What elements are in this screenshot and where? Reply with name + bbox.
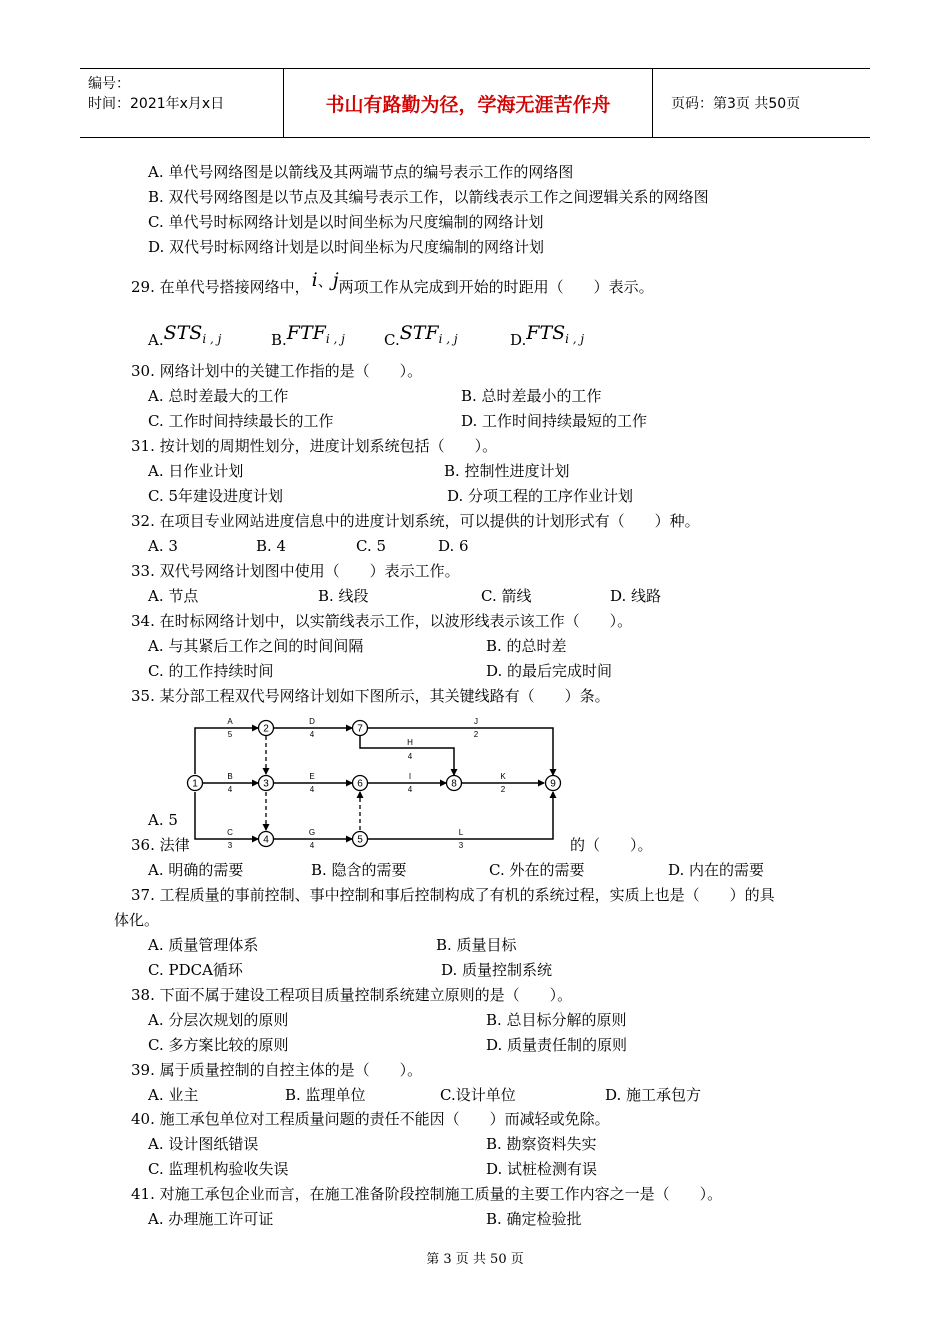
activity-name: D [309, 717, 315, 726]
option-symbol: FTS [526, 322, 566, 344]
activity-name: G [308, 828, 316, 837]
text-line: B. 监理单位 [285, 1086, 366, 1104]
activity-duration: 2 [500, 785, 506, 794]
text-line: 30. 网络计划中的关键工作指的是（ ）。 [131, 362, 423, 380]
activity-duration: 2 [473, 730, 479, 739]
text-line: C. 的工作持续时间 [148, 662, 274, 680]
text-line: A. 节点 [148, 587, 199, 605]
activity-duration: 4 [227, 785, 233, 794]
header-page-info [663, 69, 870, 137]
option-label: C. [384, 331, 400, 349]
text-line: D. 双代号时标网络计划是以时间坐标为尺度编制的网络计划 [148, 238, 545, 256]
text-line: 31. 按计划的周期性划分，进度计划系统包括（ ）。 [131, 437, 498, 455]
q29-option [148, 320, 221, 353]
text-line: A. 与其紧后工作之间的时间间隔 [148, 637, 364, 655]
activity-name: B [227, 772, 233, 781]
activity-name: H [407, 738, 413, 747]
question-29 [131, 269, 654, 297]
text-line: A. 日作业计划 [148, 462, 244, 480]
option-label: B. [271, 331, 287, 349]
text-line: B. 的总时差 [486, 637, 567, 655]
option-label: D. [510, 331, 527, 349]
page-info-text: 页码：第3页 共50页 [671, 96, 801, 112]
text-line: A. 办理施工许可证 [148, 1210, 274, 1228]
text-line: B. 双代号网络图是以节点及其编号表示工作，以箭线表示工作之间逻辑关系的网络图 [148, 188, 709, 206]
text-line: A. 设计图纸错误 [148, 1135, 259, 1153]
text-line: B. 总目标分解的原则 [486, 1011, 627, 1029]
text-line: C. 外在的需要 [489, 861, 585, 879]
q29-var-j: j [332, 269, 339, 291]
text-line: D. 分项工程的工序作业计划 [447, 487, 634, 505]
activity-duration: 4 [407, 752, 413, 761]
text-line: A. 分层次规划的原则 [148, 1011, 289, 1029]
q29-option [384, 320, 458, 353]
text-line: D. 质量责任制的原则 [486, 1036, 628, 1054]
text-line: 40. 施工承包单位对工程质量问题的责任不能因（ ）而减轻或免除。 [131, 1110, 610, 1128]
q29-prefix: 29. 在单代号搭接网络中， [131, 278, 310, 296]
q29-option [271, 320, 345, 353]
activity-duration: 4 [407, 785, 413, 794]
text-line: A. 明确的需要 [148, 861, 244, 879]
text-line: A. 质量管理体系 [148, 936, 259, 954]
q29-var-i: i [311, 269, 318, 291]
option-label: A. [148, 331, 164, 349]
text-line: C. 5 [356, 537, 387, 555]
text-line: 38. 下面不属于建设工程项目质量控制系统建立原则的是（ ）。 [131, 986, 573, 1004]
activity-duration: 4 [309, 785, 315, 794]
node-label: 2 [263, 723, 269, 735]
text-line: D. 6 [438, 537, 469, 555]
q29-sep: 、 [317, 272, 333, 290]
option-symbol: FTF [286, 322, 326, 344]
node-label: 6 [357, 778, 363, 790]
text-line: 39. 属于质量控制的自控主体的是（ ）。 [131, 1061, 423, 1079]
text-line: B. 确定检验批 [486, 1210, 582, 1228]
node-label: 8 [451, 778, 457, 790]
text-line: A. 单代号网络图是以箭线及其两端节点的编号表示工作的网络图 [148, 163, 574, 181]
option-symbol: STF [399, 322, 439, 344]
activity-duration: 5 [227, 730, 233, 739]
text-line: A. 5 [148, 811, 178, 829]
activity-name: C [227, 828, 233, 837]
q29-suffix: 两项工作从完成到开始的时距用（ ）表示。 [338, 278, 654, 296]
text-line: C. 单代号时标网络计划是以时间坐标为尺度编制的网络计划 [148, 213, 544, 231]
activity-duration: 4 [309, 730, 315, 739]
text-line: 32. 在项目专业网站进度信息中的进度计划系统，可以提供的计划形式有（ ）种。 [131, 512, 700, 530]
number-label: 编号： [88, 76, 130, 92]
text-line: 的（ ）。 [570, 836, 653, 854]
header-motto: 书山有路勤为径，学海无涯苦作舟 [284, 69, 653, 137]
text-line: D. 试桩检测有误 [486, 1160, 598, 1178]
node-label: 9 [550, 778, 556, 790]
text-line: C. 箭线 [481, 587, 532, 605]
text-line: 35. 某分部工程双代号网络计划如下图所示，其关键线路有（ ）条。 [131, 687, 610, 705]
text-line: D. 线路 [610, 587, 662, 605]
text-line: B. 线段 [318, 587, 369, 605]
node-label: 7 [357, 723, 363, 735]
time-label: 时间：2021年x月x日 [88, 96, 225, 112]
arrow-J [368, 728, 553, 775]
text-line: C. PDCA循环 [148, 961, 243, 979]
activity-name: K [500, 772, 506, 781]
text-line: D. 施工承包方 [605, 1086, 702, 1104]
text-line: C. 监理机构验收失误 [148, 1160, 289, 1178]
text-line: A. 总时差最大的工作 [148, 387, 289, 405]
node-label: 5 [357, 834, 363, 846]
text-line: 体化。 [114, 911, 160, 929]
node-label: 1 [192, 778, 198, 790]
text-line: B. 隐含的需要 [311, 861, 407, 879]
activity-duration: 3 [458, 841, 464, 850]
text-line: C.设计单位 [440, 1086, 516, 1104]
node-label: 3 [263, 778, 269, 790]
text-line: A. 业主 [148, 1086, 199, 1104]
text-line: C. 工作时间持续最长的工作 [148, 412, 334, 430]
header-meta [80, 69, 284, 137]
option-subscript: i , j [202, 332, 222, 346]
text-line: D. 内在的需要 [668, 861, 765, 879]
page-header [80, 68, 870, 138]
option-subscript: i , j [438, 332, 458, 346]
text-line: D. 工作时间持续最短的工作 [461, 412, 648, 430]
text-line: D. 质量控制系统 [441, 961, 553, 979]
activity-name: L [458, 828, 464, 837]
text-line: B. 总时差最小的工作 [461, 387, 602, 405]
node-label: 4 [263, 834, 269, 846]
page-footer: 第 3 页 共 50 页 [426, 1252, 524, 1267]
q29-option [510, 320, 584, 353]
text-line: 34. 在时标网络计划中，以实箭线表示工作，以波形线表示该工作（ ）。 [131, 612, 633, 630]
text-line: B. 质量目标 [436, 936, 517, 954]
option-subscript: i , j [325, 332, 345, 346]
arrow-A [195, 728, 258, 774]
text-line: B. 控制性进度计划 [444, 462, 570, 480]
text-line: 37. 工程质量的事前控制、事中控制和事后控制构成了有机的系统过程，实质上也是（ ）的具 [131, 886, 775, 904]
activity-name: E [309, 772, 315, 781]
text-line: 33. 双代号网络计划图中使用（ ）表示工作。 [131, 562, 460, 580]
option-subscript: i , j [565, 332, 585, 346]
option-symbol: STS [163, 322, 203, 344]
text-line: 41. 对施工承包企业而言，在施工准备阶段控制施工质量的主要工作内容之一是（ ）。 [131, 1185, 723, 1203]
activity-name: I [408, 772, 412, 781]
text-line: D. 的最后完成时间 [486, 662, 613, 680]
text-line: A. 3 [148, 537, 178, 555]
text-line: B. 4 [256, 537, 287, 555]
activity-duration: 4 [309, 841, 315, 850]
text-line: C. 5年建设进度计划 [148, 487, 284, 505]
network-diagram [180, 712, 580, 860]
text-line: C. 多方案比较的原则 [148, 1036, 289, 1054]
text-line: 36. 法律 [131, 836, 190, 854]
text-line: B. 勘察资料失实 [486, 1135, 597, 1153]
activity-name: J [474, 717, 478, 726]
activity-name: A [227, 717, 233, 726]
activity-duration: 3 [227, 841, 233, 850]
